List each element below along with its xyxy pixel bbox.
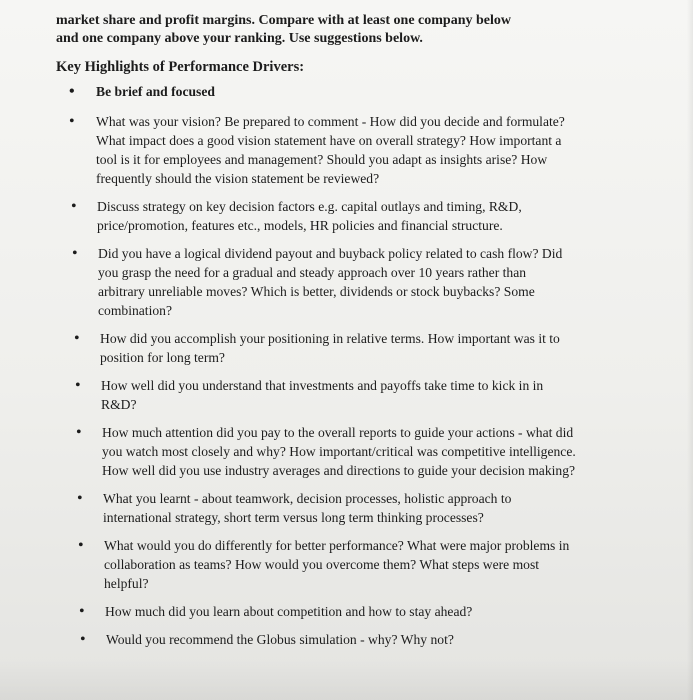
- bullet-icon: •: [77, 490, 83, 507]
- list-item-text: Discuss strategy on key decision factors e.g. capital outlays and timing, R&D, price/promotion, features etc., models, HR policies and financial structure.: [97, 199, 522, 233]
- bullet-icon: •: [72, 245, 78, 262]
- list-item: [56, 244, 576, 320]
- list-item: [56, 630, 576, 649]
- list-item: [56, 112, 576, 188]
- list-item: [56, 536, 576, 593]
- list-item: [56, 489, 576, 527]
- bullet-icon: •: [69, 113, 75, 130]
- section-heading: Key Highlights of Performance Drivers:: [56, 59, 305, 75]
- list-item: [56, 329, 576, 367]
- bullet-icon: •: [76, 424, 82, 441]
- bullet-list: [56, 82, 576, 649]
- intro-paragraph: [56, 12, 576, 48]
- list-item-text: What was your vision? Be prepared to comment - How did you decide and formulate? What impact does a good vision statement have on overall strategy? How important a tool is it for employees and management? Should you adapt as insights arise? How frequently should the vision statement be reviewed?: [96, 114, 565, 186]
- page-shadow-right: [687, 0, 693, 700]
- bullet-icon: •: [69, 83, 75, 100]
- bullet-icon: •: [71, 198, 77, 215]
- list-item-text: How did you accomplish your positioning in relative terms. How important was it to position for long term?: [100, 331, 560, 365]
- bullet-icon: •: [80, 631, 86, 648]
- list-item: [56, 376, 576, 414]
- bullet-icon: •: [75, 377, 81, 394]
- list-item-text: Be brief and focused: [96, 84, 215, 99]
- list-item-text: What you learnt - about teamwork, decision processes, holistic approach to international strategy, short term versus long term thinking processes?: [103, 491, 512, 525]
- intro-line-1: market share and profit margins. Compare with at least one company below: [56, 13, 511, 28]
- list-item: [56, 423, 576, 480]
- list-item-text: Would you recommend the Globus simulation - why? Why not?: [106, 632, 454, 647]
- bullet-icon: •: [78, 537, 84, 554]
- page-shadow-bottom: [0, 660, 693, 700]
- list-item: [56, 602, 576, 621]
- list-item-text: What would you do differently for better performance? What were major problems in collaboration as teams? How would you overcome them? What steps were most helpful?: [104, 538, 570, 591]
- list-item-text: How much did you learn about competition and how to stay ahead?: [105, 604, 473, 619]
- intro-line-2: and one company above your ranking. Use suggestions below.: [56, 31, 423, 46]
- document-page: [56, 12, 576, 658]
- list-item: [56, 197, 576, 235]
- list-item-text: How well did you understand that investments and payoffs take time to kick in in R&D?: [101, 378, 544, 412]
- bullet-icon: •: [74, 330, 80, 347]
- list-item-text: Did you have a logical dividend payout and buyback policy related to cash flow? Did you grasp the need for a gradual and steady approach over 10 years rather than arbitrary unreliable moves? Which is better, dividends or stock buybacks? Some combination?: [98, 246, 563, 318]
- bullet-icon: •: [79, 603, 85, 620]
- list-item-text: How much attention did you pay to the overall reports to guide your actions - what did you watch most closely and why? How important/critical was competitive intelligence. How well did you use industry averages and directions to guide your decision making?: [102, 425, 576, 478]
- list-item: [56, 82, 576, 101]
